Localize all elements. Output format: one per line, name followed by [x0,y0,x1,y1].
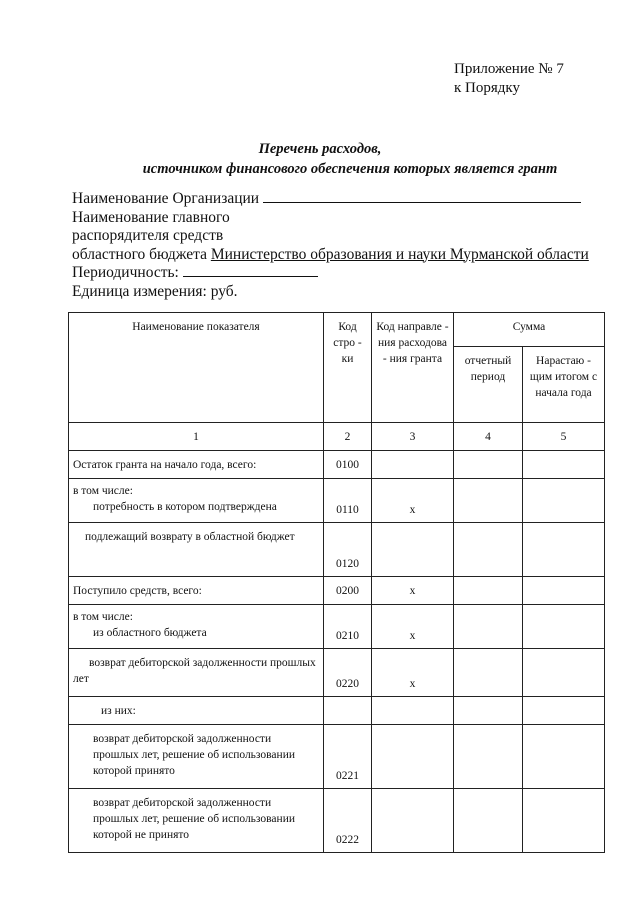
manager-line-1: Наименование главного [72,208,230,226]
appendix-number: Приложение № 7 [454,61,564,77]
row-cumulative-value [523,697,605,725]
row-direction [372,725,454,789]
row-direction: x [372,605,454,649]
row-label-cell [69,479,324,523]
table-row [69,697,605,725]
manager-line-2: распорядителя средств [72,227,224,244]
row-code: 0220 [324,649,372,697]
title-line-1: Перечень расходов, [258,141,382,157]
period-row [72,264,589,283]
table-row [69,577,605,605]
row-cumulative-value [523,577,605,605]
org-blank-line [263,190,581,203]
title-line-2: источником финансового обеспечения которых является грант [142,161,558,177]
row-cumulative-value [523,649,605,697]
row-code: 0120 [324,523,372,577]
row-direction: x [372,479,454,523]
row-code: 0110 [324,479,372,523]
ministry-name: Министерство образования и науки Мурманской области [210,245,589,263]
header-code-direction: Код направле - ния расходова - ния гранта [372,313,454,423]
row-direction: x [372,649,454,697]
row-cumulative-value [523,789,605,853]
org-row [72,190,589,209]
manager-line-3: областного бюджета [72,245,207,263]
header-cumulative: Нарастаю - щим итогом с начала года [523,347,605,423]
column-number: 3 [372,423,454,451]
row-direction [372,451,454,479]
row-reporting-value [454,451,523,479]
row-code: 0100 [324,451,372,479]
row-cumulative-value [523,605,605,649]
column-number: 4 [454,423,523,451]
column-number: 1 [69,423,324,451]
column-number: 2 [324,423,372,451]
row-prefix: в том числе: [73,485,133,497]
header-code-line: Код стро - ки [324,313,372,423]
row-label: из них: [69,697,324,725]
manager-row [72,246,589,265]
period-label: Периодичность: [72,264,179,281]
table-row [69,605,605,649]
row-label: подлежащий возврату в областной бюджет [85,531,295,543]
table-row [69,789,605,853]
row-reporting-value [454,649,523,697]
row-code: 0200 [324,577,372,605]
expenses-table [68,312,605,853]
row-direction: x [372,577,454,605]
table-row [69,479,605,523]
row-label: из областного бюджета [93,627,207,639]
row-reporting-value [454,697,523,725]
document-title [0,139,640,179]
period-blank-line [183,264,318,277]
row-label: возврат дебиторской задолженности прошлых лет, решение об использовании которой принято [69,725,324,789]
row-direction [372,789,454,853]
row-code [324,697,372,725]
row-reporting-value [454,789,523,853]
row-reporting-value [454,605,523,649]
row-cumulative-value [523,523,605,577]
header-reporting-period: отчетный период [454,347,523,423]
table-row [69,523,605,577]
org-label: Наименование Организации [72,190,260,207]
row-reporting-value [454,577,523,605]
column-number: 5 [523,423,605,451]
row-direction [372,523,454,577]
header-name: Наименование показателя [69,313,324,423]
row-code: 0210 [324,605,372,649]
table-row [69,725,605,789]
table-row [69,649,605,697]
row-direction [372,697,454,725]
unit-label: Единица измерения: руб. [72,282,238,300]
row-reporting-value [454,479,523,523]
row-label: возврат дебиторской задолженности прошлых лет [73,657,316,685]
row-label: Поступило средств, всего: [69,577,324,605]
row-reporting-value [454,523,523,577]
appendix-ref: к Порядку [454,80,520,96]
row-label: возврат дебиторской задолженности прошлых лет, решение об использовании которой не принято [69,789,324,853]
row-cumulative-value [523,479,605,523]
row-cumulative-value [523,725,605,789]
document-meta [72,190,589,301]
row-cumulative-value [523,451,605,479]
row-label-cell [69,605,324,649]
row-code: 0221 [324,725,372,789]
row-label-cell [69,649,324,697]
row-prefix: в том числе: [73,611,133,623]
appendix-note [454,60,564,98]
row-label-cell [69,523,324,577]
table-row [69,451,605,479]
row-code: 0222 [324,789,372,853]
row-label: потребность в котором подтверждена [93,501,277,513]
row-label: Остаток гранта на начало года, всего: [69,451,324,479]
row-reporting-value [454,725,523,789]
column-numbers-row [69,423,605,451]
header-sum: Сумма [454,313,605,347]
